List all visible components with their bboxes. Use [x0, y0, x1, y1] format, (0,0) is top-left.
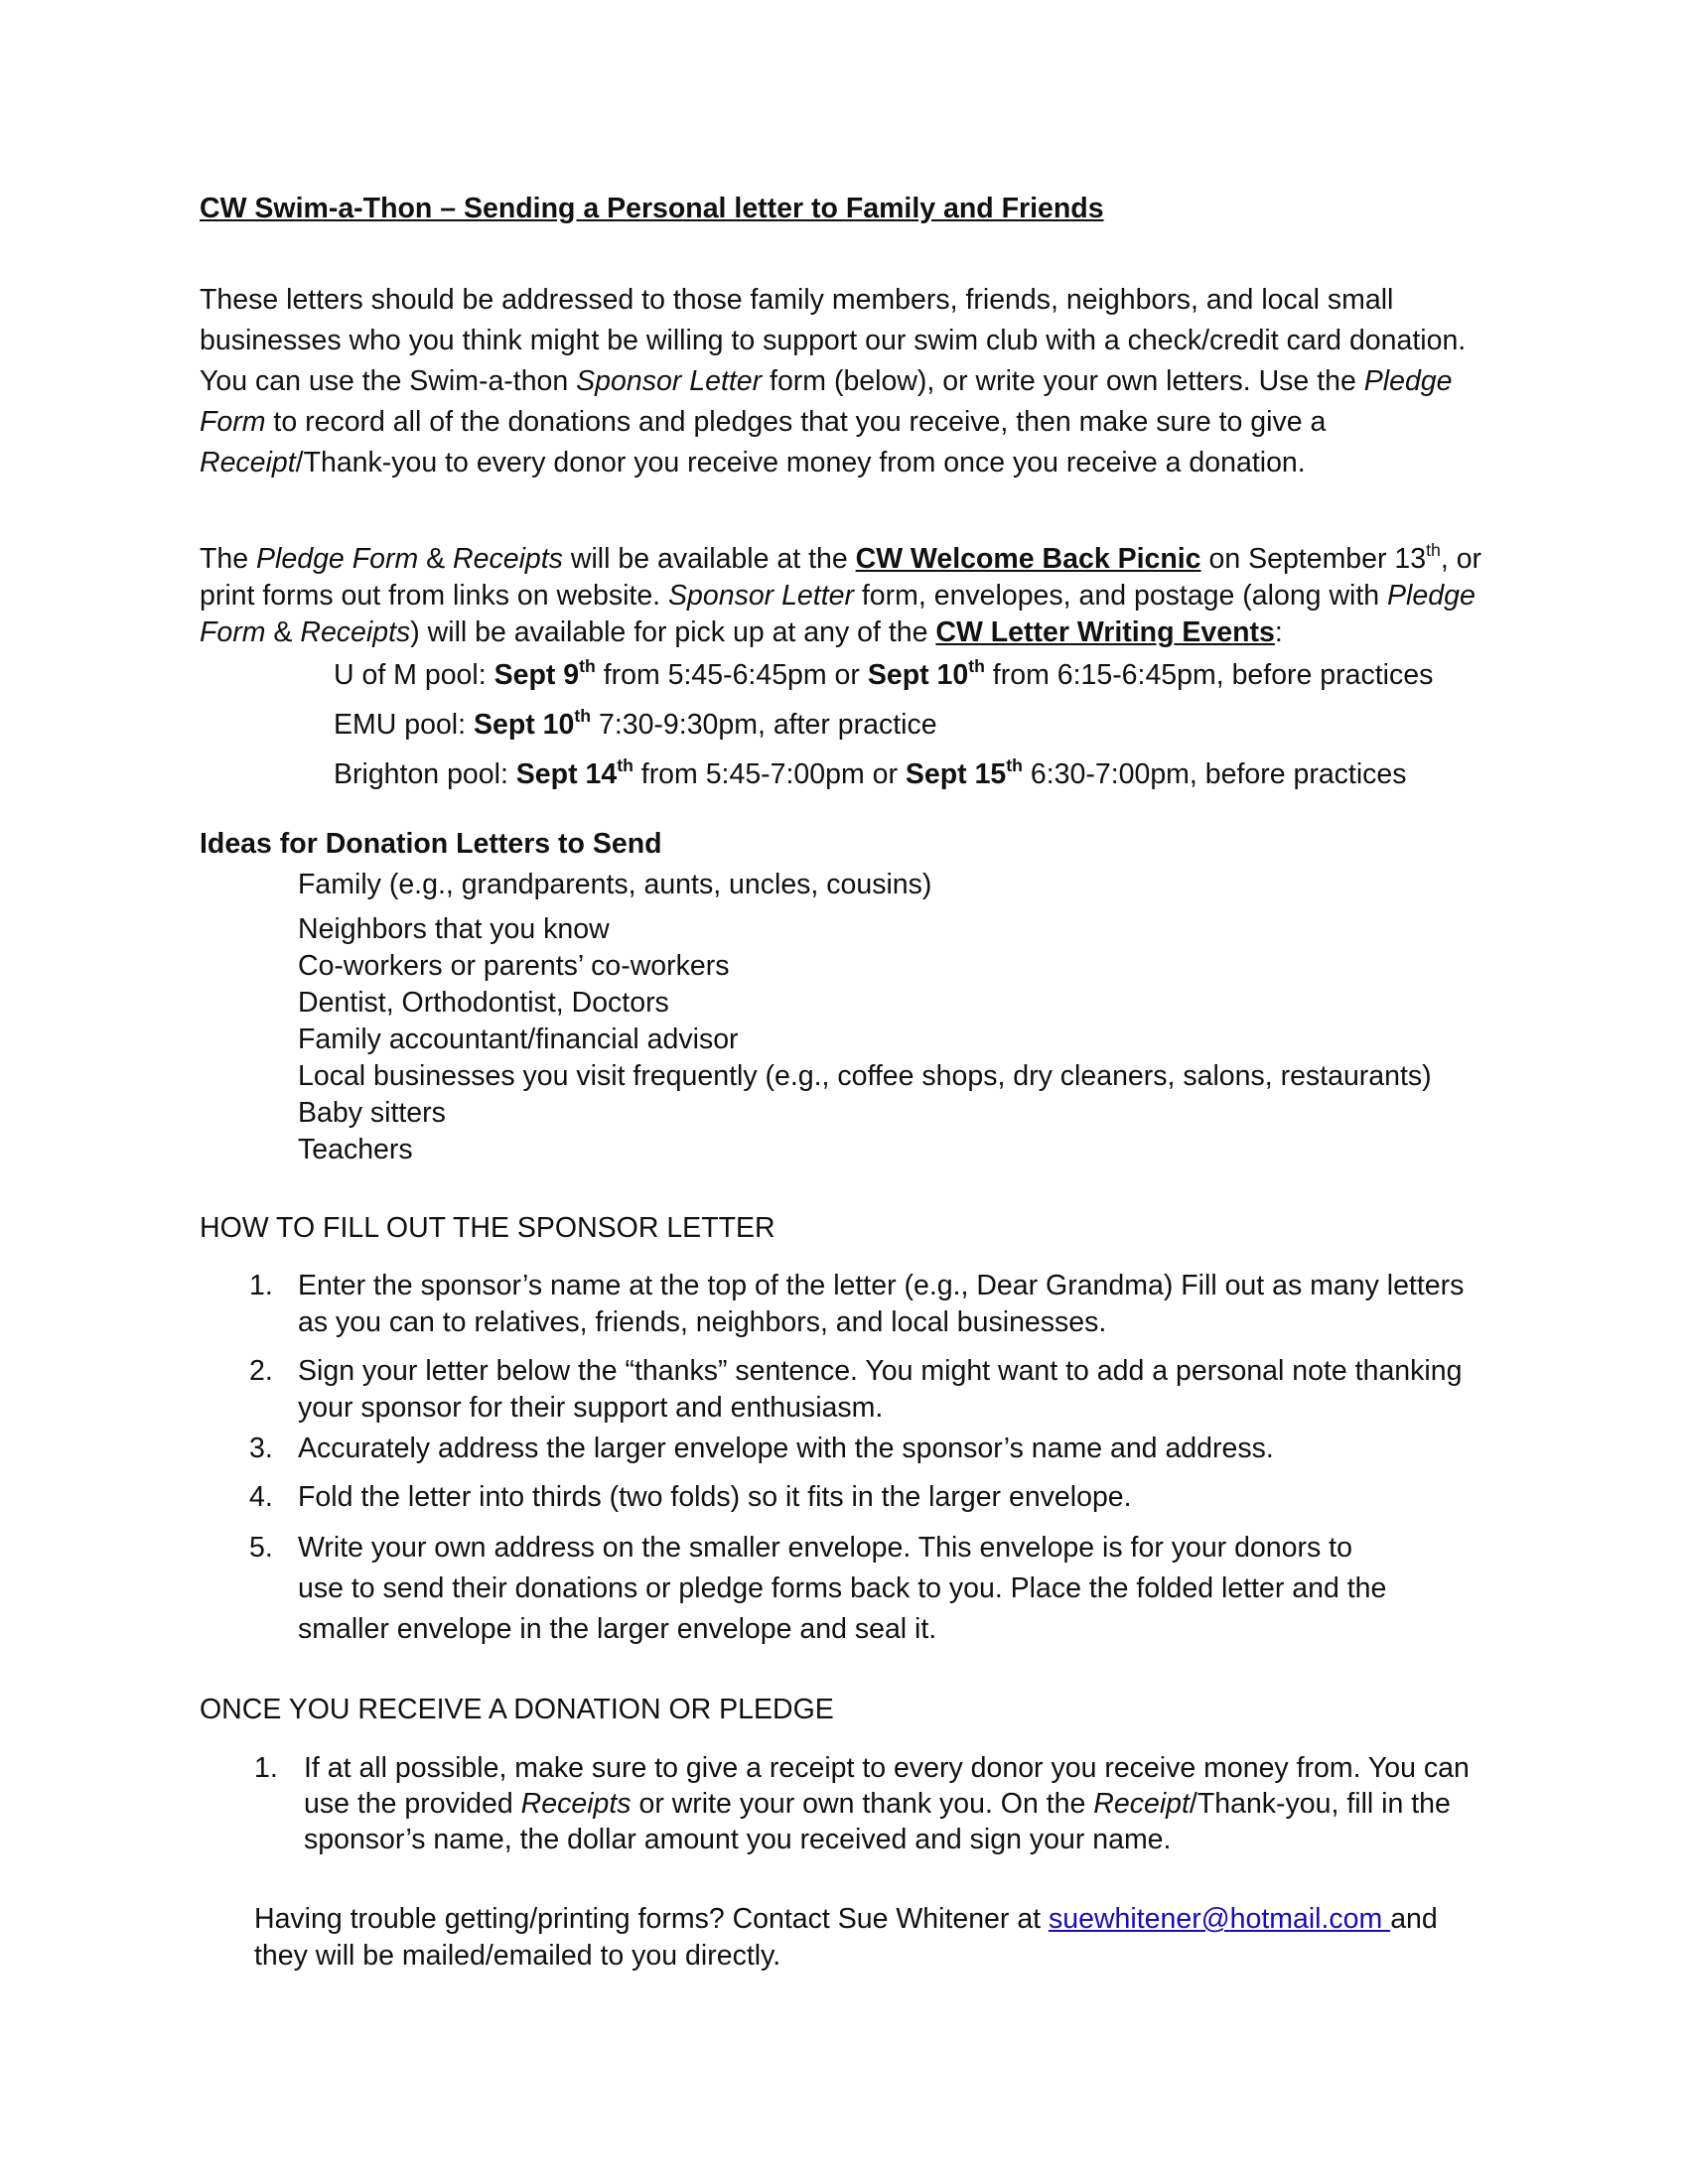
- event-date-2-suffix: th: [1006, 755, 1023, 776]
- idea-item: [200, 1095, 1490, 1132]
- step-item: [200, 1268, 1490, 1341]
- idea-text: Family (e.g., grandparents, aunts, uncles, cousins): [298, 868, 932, 900]
- once-text-1: If at all possible, make sure to give a receipt to every donor you receive money from. You can use the provided: [304, 1751, 1470, 1820]
- receipts-ref-2: Receipts: [300, 616, 411, 649]
- event-date-suffix: th: [579, 656, 596, 677]
- step-item: [200, 1353, 1490, 1427]
- intro-text-2: form (below), or write your own letters. Use the: [762, 365, 1364, 398]
- step-text: Accurately address the larger envelope with the sponsor’s name and address.: [298, 1433, 1274, 1465]
- event-time: 7:30-9:30pm, after practice: [591, 709, 937, 742]
- email-link[interactable]: suewhitener@hotmail.com: [1049, 1902, 1391, 1935]
- idea-text: Teachers: [298, 1133, 413, 1165]
- idea-text: Family accountant/financial advisor: [298, 1023, 739, 1055]
- pledge-text-3: on September 13: [1200, 543, 1427, 576]
- idea-text: Local businesses you visit frequently (e.g., coffee shops, dry cleaners, salons, restaurants): [298, 1059, 1432, 1092]
- step-item: [200, 1528, 1490, 1650]
- pledge-form-ref-2: Pledge Form: [200, 580, 1476, 649]
- once-steps: [200, 1750, 1490, 1857]
- event-time-2: from 6:15-6:45pm, before practices: [984, 659, 1434, 692]
- step-text: Fold the letter into thirds (two folds) so it fits in the larger envelope.: [298, 1481, 1132, 1514]
- idea-item: [200, 911, 1490, 948]
- ideas-heading: Ideas for Donation Letters to Send: [200, 828, 662, 861]
- event-date: Sept 14: [515, 758, 618, 791]
- idea-item: [200, 1132, 1490, 1168]
- pledge-text-6: ) will be available for pick up at any of the: [410, 616, 936, 649]
- contact-text-2: and they will be mailed/emailed to you directly.: [254, 1902, 1438, 1972]
- pledge-text-5: form, envelopes, and postage (along with: [853, 580, 1388, 613]
- step-number: 1.: [254, 1751, 278, 1784]
- pledge-text-1: The: [200, 543, 257, 576]
- idea-text: Neighbors that you know: [298, 912, 610, 945]
- idea-item: [200, 1058, 1490, 1095]
- event-item: [200, 754, 1490, 794]
- ideas-list: [200, 867, 1490, 1168]
- contact-paragraph: [254, 1901, 1490, 1975]
- pledge-paragraph: [200, 541, 1490, 651]
- step-text: Write your own address on the smaller envelope. This envelope is for your donors to use to send their donations or pledge forms back to you. Place the folded letter and the smaller envelope in the larger envelope and seal it.: [298, 1532, 1387, 1646]
- intro-text-4: /Thank-you to every donor you receive money from once you receive a donation.: [295, 447, 1306, 479]
- once-text-2: or write your own thank you. On the: [631, 1787, 1094, 1820]
- idea-text: Co-workers or parents’ co-workers: [298, 949, 730, 982]
- idea-item: [200, 948, 1490, 985]
- event-item: [200, 655, 1490, 695]
- step-number: 1.: [249, 1270, 273, 1302]
- event-date-2: Sept 10: [867, 659, 969, 692]
- event-time-2: 6:30-7:00pm, before practices: [1022, 758, 1407, 791]
- intro-paragraph: [200, 280, 1490, 483]
- picnic-link[interactable]: CW Welcome Back Picnic: [855, 543, 1201, 576]
- idea-item: [200, 1022, 1490, 1058]
- sponsor-letter-ref: Sponsor Letter: [668, 580, 854, 613]
- once-receipts: Receipts: [520, 1787, 632, 1820]
- event-location: EMU pool:: [334, 709, 474, 742]
- step-number: 4.: [249, 1481, 273, 1514]
- step-number: 2.: [249, 1355, 273, 1388]
- document-title: CW Swim-a-Thon – Sending a Personal letter to Family and Friends: [200, 193, 1104, 224]
- pledge-text-2: will be available at the: [562, 543, 856, 576]
- event-date-suffix: th: [574, 706, 592, 727]
- event-date: Sept 9: [493, 659, 580, 692]
- event-item: [200, 705, 1490, 745]
- event-date-suffix: th: [617, 755, 633, 776]
- idea-text: Baby sitters: [298, 1096, 446, 1129]
- idea-item: [200, 867, 1490, 903]
- idea-item: [200, 985, 1490, 1022]
- contact-text-1: Having trouble getting/printing forms? Contact Sue Whitener at: [254, 1902, 1050, 1935]
- event-date: Sept 10: [473, 709, 575, 742]
- intro-sponsor-letter: Sponsor Letter: [576, 365, 763, 398]
- step-number: 5.: [249, 1532, 273, 1565]
- once-heading: ONCE YOU RECEIVE A DONATION OR PLEDGE: [200, 1694, 834, 1726]
- receipts-ref: Receipts: [453, 543, 563, 576]
- event-location: U of M pool:: [334, 659, 494, 692]
- events-list: [200, 655, 1490, 794]
- intro-text-3: to record all of the donations and pledges that you receive, then make sure to give a: [265, 406, 1327, 439]
- once-text-3: /Thank-you, fill in the sponsor’s name, the dollar amount you received and sign your name.: [304, 1787, 1451, 1855]
- pledge-amp-2: &: [265, 616, 301, 649]
- event-date-2: Sept 15: [905, 758, 1007, 791]
- intro-text-1: These letters should be addressed to those family members, friends, neighbors, and local small businesses who you think might be willing to support our swim club with a check/credit card donation. You can use the Swim-a-thon: [200, 284, 1467, 398]
- intro-pledge-form: Pledge Form: [200, 365, 1453, 439]
- idea-text: Dentist, Orthodontist, Doctors: [298, 986, 669, 1019]
- howto-heading: HOW TO FILL OUT THE SPONSOR LETTER: [200, 1211, 775, 1244]
- pledge-text-7: :: [1274, 616, 1283, 649]
- step-text: Enter the sponsor’s name at the top of the letter (e.g., Dear Grandma) Fill out as many letters as you can to relatives, friends, neighbors, and local businesses.: [298, 1270, 1465, 1339]
- ordinal-suffix: th: [1426, 540, 1441, 561]
- event-date-2-suffix: th: [968, 656, 985, 677]
- step-item: [200, 1479, 1490, 1516]
- event-time: from 5:45-7:00pm or: [633, 758, 906, 791]
- step-number: 3.: [249, 1433, 273, 1465]
- pledge-amp: &: [418, 543, 454, 576]
- step-text: Sign your letter below the “thanks” sentence. You might want to add a personal note thanking your sponsor for their support and enthusiasm.: [298, 1355, 1463, 1425]
- once-receipt: Receipt: [1093, 1787, 1190, 1820]
- pledge-text-4: , or print forms out from links on website.: [200, 543, 1482, 613]
- event-time: from 5:45-6:45pm or: [595, 659, 868, 692]
- document-page: [200, 189, 1490, 1975]
- step-item: [200, 1431, 1490, 1467]
- howto-steps: [200, 1268, 1490, 1650]
- intro-receipt: Receipt: [200, 447, 296, 479]
- once-step-item: [200, 1750, 1490, 1857]
- letter-writing-events-link[interactable]: CW Letter Writing Events: [935, 616, 1275, 649]
- event-location: Brighton pool:: [334, 758, 516, 791]
- pledge-form-ref: Pledge Form: [256, 543, 419, 576]
